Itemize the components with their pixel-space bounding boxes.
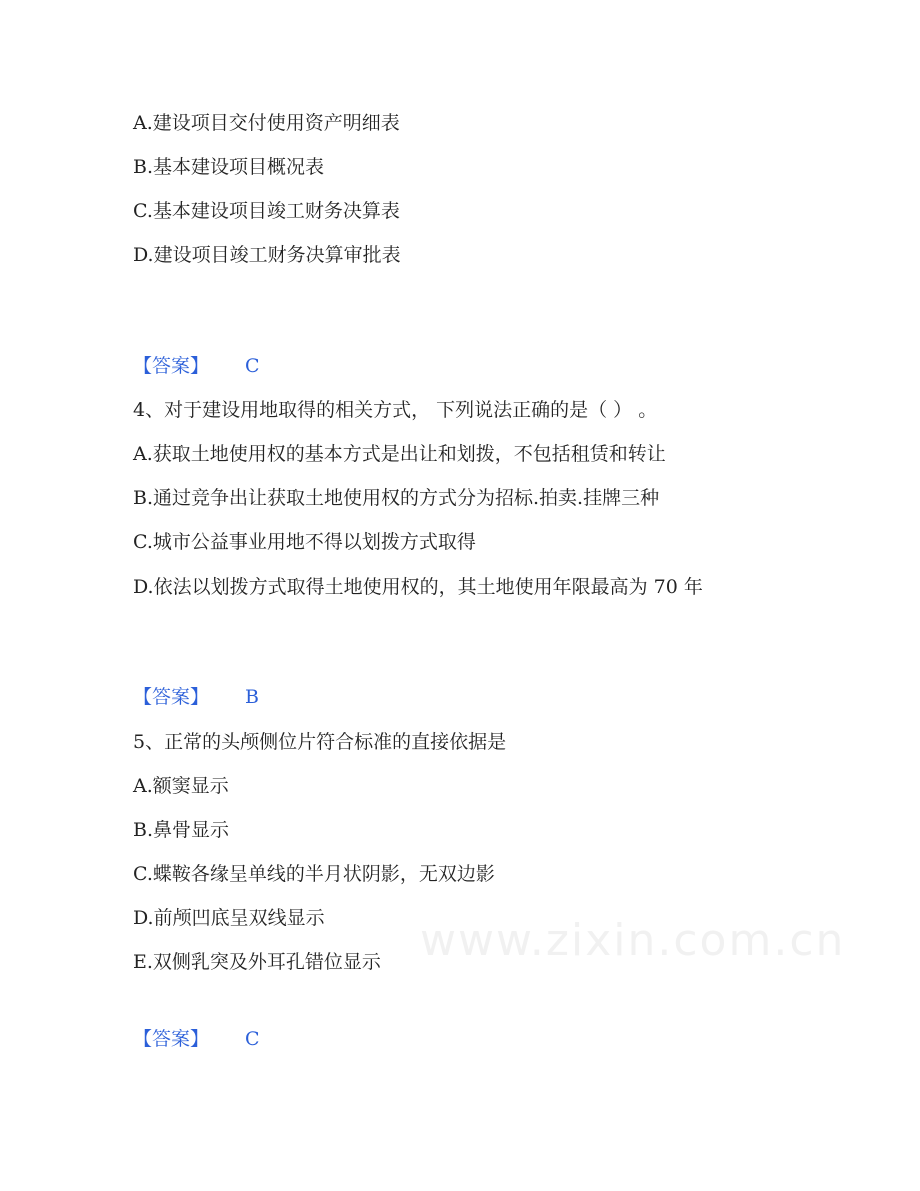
q3-option-c: C.基本建设项目竣工财务决算表 <box>133 200 400 222</box>
q4-option-c: C.城市公益事业用地不得以划拨方式取得 <box>133 531 476 553</box>
q4-stem: 4、对于建设用地取得的相关方式， 下列说法正确的是（ ） 。 <box>133 399 658 421</box>
q3-answer-row <box>133 353 260 379</box>
q5-stem: 5、正常的头颅侧位片符合标准的直接依据是 <box>133 731 507 753</box>
q3-option-a: A.建设项目交付使用资产明细表 <box>133 112 400 134</box>
answer-value: B <box>245 686 259 708</box>
watermark: www.zixin.com.cn <box>420 915 846 966</box>
q3-option-b: B.基本建设项目概况表 <box>133 156 325 178</box>
q3-option-d: D.建设项目竣工财务决算审批表 <box>133 244 401 266</box>
q4-answer-row <box>133 684 259 710</box>
q4-option-d: D.依法以划拨方式取得土地使用权的，其土地使用年限最高为 70 年 <box>133 576 703 598</box>
answer-label: 【答案】 <box>133 686 210 708</box>
answer-label: 【答案】 <box>133 1028 210 1050</box>
answer-label: 【答案】 <box>133 355 210 377</box>
answer-value: C <box>245 355 260 377</box>
q5-option-a: A.额窦显示 <box>133 775 229 797</box>
q5-answer-row <box>133 1026 260 1052</box>
answer-value: C <box>245 1028 260 1050</box>
q5-option-b: B.鼻骨显示 <box>133 819 230 841</box>
q5-option-c: C.蝶鞍各缘呈单线的半月状阴影，无双边影 <box>133 863 495 885</box>
q5-option-d: D.前颅凹底呈双线显示 <box>133 907 325 929</box>
q4-option-a: A.获取土地使用权的基本方式是出让和划拨，不包括租赁和转让 <box>133 443 666 465</box>
q4-option-b: B.通过竞争出让获取土地使用权的方式分为招标.拍卖.挂牌三种 <box>133 487 660 509</box>
q5-option-e: E.双侧乳突及外耳孔错位显示 <box>133 951 381 973</box>
